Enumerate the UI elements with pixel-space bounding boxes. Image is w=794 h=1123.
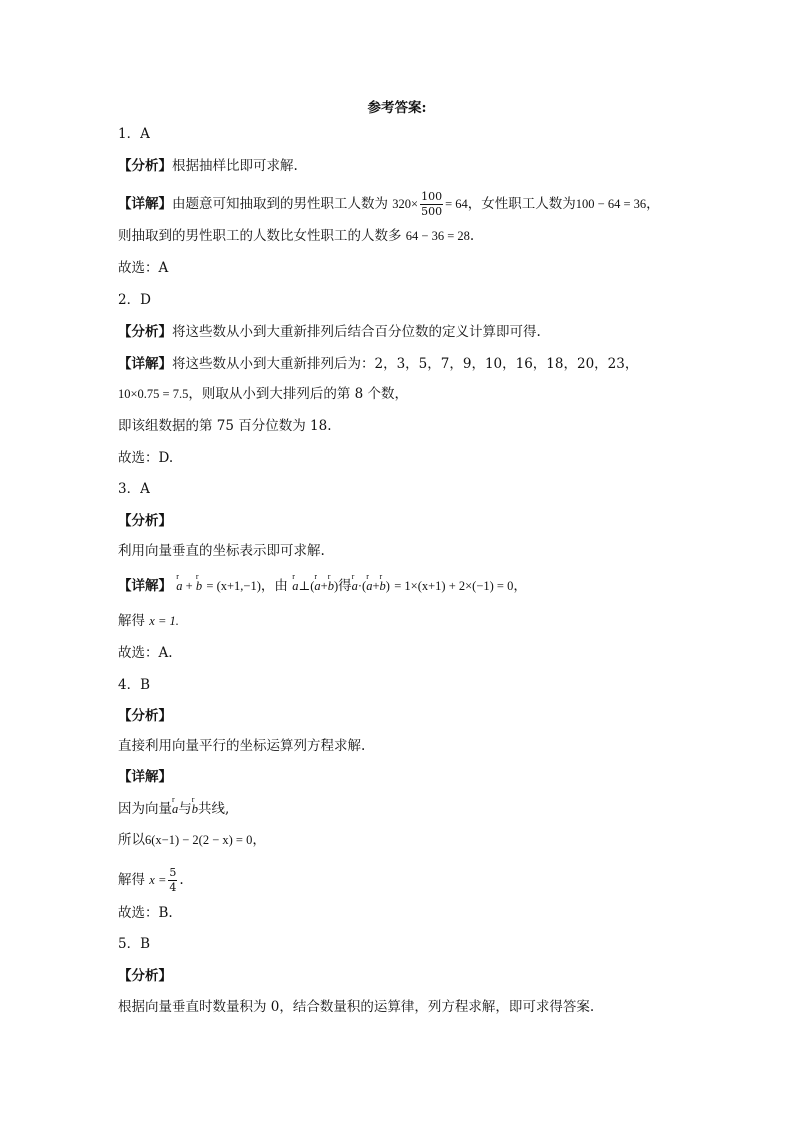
- detail-text: ，: [513, 578, 527, 594]
- analysis-tag: 【分析】: [118, 324, 172, 340]
- detail-text: ，: [646, 196, 660, 212]
- vector-b: r b: [379, 572, 386, 593]
- detail-tag: 【详解】: [118, 356, 172, 372]
- math-expr: 64 − 36 = 28: [405, 229, 470, 243]
- fraction-denominator: 4: [169, 881, 177, 894]
- answer-1-head: 1．A: [118, 126, 150, 142]
- answer-4-detail-line3: [118, 866, 184, 895]
- answer-3-choice: 故选：A.: [118, 645, 173, 661]
- detail-tag: 【详解】: [118, 578, 172, 594]
- detail-text: 所以: [118, 832, 145, 848]
- answer-1-analysis: [118, 156, 298, 176]
- vector-b: r b: [191, 795, 198, 816]
- vector-a: r a: [292, 572, 299, 593]
- vector-a: r a: [314, 572, 321, 593]
- page-title: 参考答案:: [367, 100, 427, 116]
- detail-text: 共线,: [198, 801, 230, 817]
- detail-text: 解得: [118, 872, 145, 888]
- answer-3-solve: [118, 611, 179, 631]
- vector-a: r a: [176, 572, 183, 593]
- math-expr: x = 1.: [149, 614, 179, 628]
- answer-3-detail: 【详解】 r a + r b = (x+1,−1)，由 r a⊥( r a+ r b)得 r a·( r a+ r b) = 1×(x+1) + 2×(−1) = 0，: [118, 572, 527, 594]
- math-expr: 320×: [392, 197, 419, 211]
- math-expr: 10×0.75 = 7.5: [118, 387, 189, 401]
- math-expr: = 64: [445, 197, 468, 211]
- detail-text: 因为向量: [118, 801, 172, 817]
- answer-2-detail-line2: [118, 384, 408, 404]
- answer-4-detail-line1: [118, 795, 230, 819]
- answer-3-head: 3．A: [118, 481, 150, 497]
- detail-text: 得: [338, 578, 352, 594]
- fraction: [420, 190, 443, 219]
- math-expr: x =: [149, 873, 167, 887]
- detail-text: 与: [178, 801, 192, 817]
- answer-4-analysis: 直接利用向量平行的坐标运算列方程求解.: [118, 738, 366, 754]
- answer-1-detail: [118, 190, 660, 219]
- answer-3-analysis-tag: 【分析】: [118, 513, 172, 529]
- math-expr: 6(x−1) − 2(2 − x) = 0: [145, 833, 253, 847]
- answer-3-analysis: 利用向量垂直的坐标表示即可求解.: [118, 543, 325, 559]
- detail-text: ，由: [260, 578, 288, 594]
- fraction-numerator: 5: [169, 866, 177, 879]
- fraction-denominator: 500: [421, 205, 443, 218]
- analysis-tag: 【分析】: [118, 158, 172, 174]
- analysis-text: 将这些数从小到大重新排列后结合百分位数的定义计算即可得.: [172, 324, 541, 340]
- vector-a: r a: [351, 572, 358, 593]
- analysis-text: 根据抽样比即可求解.: [172, 158, 298, 174]
- answer-4-choice: 故选：B.: [118, 905, 173, 921]
- math-expr: 100 − 64 = 36: [575, 197, 647, 211]
- detail-text: ，: [252, 832, 266, 848]
- detail-text: ，则取从小到大排列后的第 8 个数，: [188, 386, 409, 402]
- math-expr: = (x+1,−1): [206, 579, 261, 593]
- math-expr: = 1×(x+1) + 2×(−1) = 0: [394, 579, 514, 593]
- detail-text: .: [179, 872, 184, 888]
- answer-2-choice: 故选：D.: [118, 450, 174, 466]
- vector-b: r b: [195, 572, 203, 593]
- detail-text: 由题意可知抽取到的男性职工人数为: [172, 196, 388, 212]
- fraction-numerator: 100: [421, 190, 443, 203]
- answer-4-detail-tag: 【详解】: [118, 769, 172, 785]
- answer-4-analysis-tag: 【分析】: [118, 708, 172, 724]
- detail-text: .: [469, 228, 475, 244]
- answer-4-detail-line2: [118, 830, 266, 850]
- perp-symbol: ⊥: [298, 579, 311, 593]
- detail-tag: 【详解】: [118, 196, 172, 212]
- vector-b: r b: [327, 572, 334, 593]
- detail-text: ，女性职工人数为: [467, 196, 576, 212]
- vector-a: r a: [172, 795, 179, 816]
- answer-1-detail-line2: [118, 226, 474, 246]
- answer-5-head: 5．B: [118, 936, 151, 952]
- answer-5-analysis: 根据向量垂直时数量积为 0，结合数量积的运算律，列方程求解，即可求得答案.: [118, 999, 595, 1015]
- answer-5-analysis-tag: 【分析】: [118, 968, 172, 984]
- answer-2-analysis: [118, 322, 541, 342]
- answer-2-detail-line3: 即该组数据的第 75 百分位数为 18.: [118, 418, 332, 434]
- detail-text: 将这些数从小到大重新排列后为：2，3，5，7，9，10，16，18，20，23，: [172, 356, 639, 372]
- answer-1-choice: 故选：A: [118, 260, 169, 276]
- answer-4-head: 4．B: [118, 677, 151, 693]
- answer-2-head: 2．D: [118, 292, 151, 308]
- answer-2-detail: [118, 354, 638, 374]
- vector-a: r a: [366, 572, 373, 593]
- detail-text: 则抽取到的男性职工的人数比女性职工的人数多: [118, 228, 402, 244]
- detail-text: 解得: [118, 613, 145, 629]
- fraction: [168, 866, 177, 895]
